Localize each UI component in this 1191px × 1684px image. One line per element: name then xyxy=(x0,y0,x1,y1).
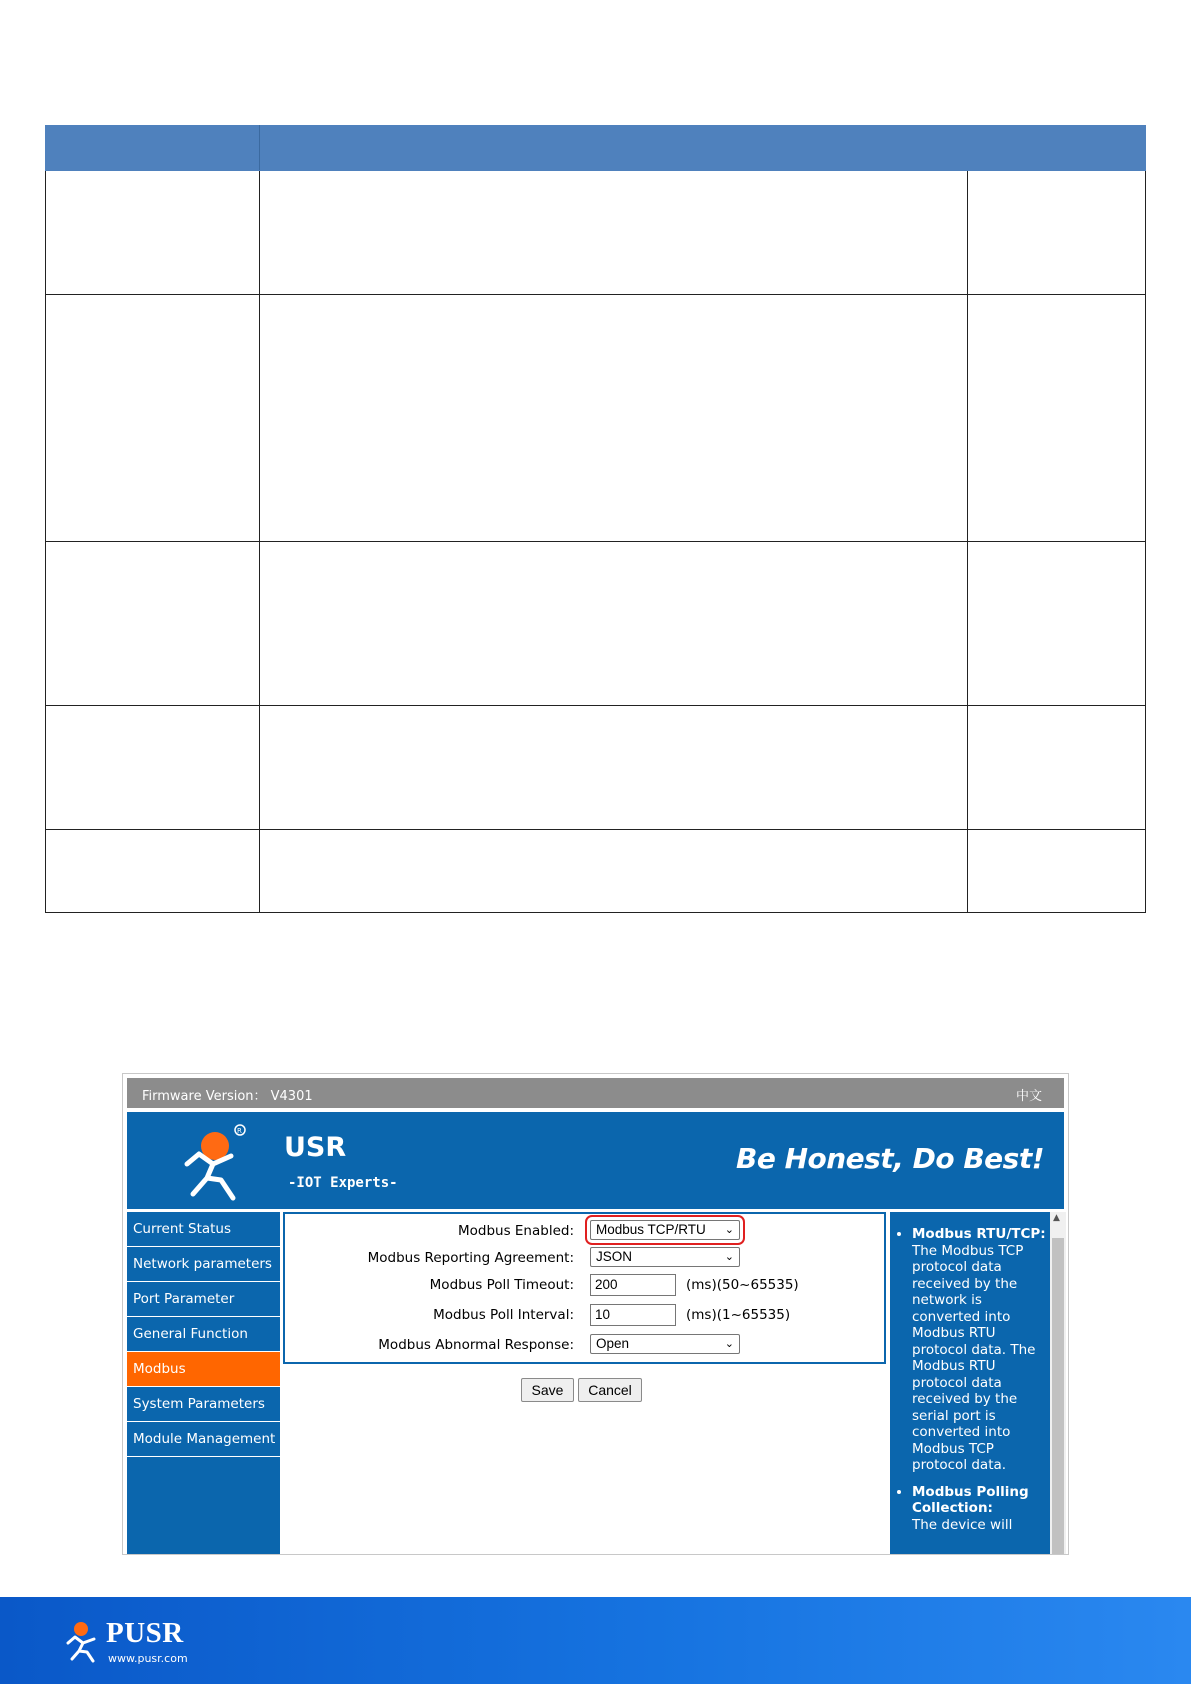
form-row-modbus-enabled xyxy=(285,1220,884,1242)
form-row-reporting xyxy=(285,1247,884,1269)
help-scrollbar[interactable] xyxy=(1050,1212,1066,1554)
modbus-enabled-label: Modbus Enabled: xyxy=(457,1223,574,1239)
chevron-down-icon: ⌄ xyxy=(724,1338,734,1350)
brand-name: USR xyxy=(284,1132,347,1163)
cancel-button[interactable]: Cancel xyxy=(578,1378,642,1402)
sidebar-item-port-parameter[interactable]: Port Parameter xyxy=(127,1282,280,1317)
table-row xyxy=(46,706,1146,830)
modbus-settings-form xyxy=(283,1212,886,1364)
brand-tagline: -IOT Experts- xyxy=(288,1175,398,1191)
sidebar-item-network-parameters[interactable]: Network parameters xyxy=(127,1247,280,1282)
form-row-poll-interval xyxy=(285,1304,884,1326)
sidebar-item-current-status[interactable]: Current Status xyxy=(127,1212,280,1247)
chevron-down-icon: ⌄ xyxy=(724,1224,734,1236)
poll-timeout-input[interactable]: 200 xyxy=(590,1274,676,1296)
save-button[interactable]: Save xyxy=(521,1378,574,1402)
poll-interval-input[interactable]: 10 xyxy=(590,1304,676,1326)
poll-interval-unit: (ms)(1~65535) xyxy=(686,1307,791,1323)
abnormal-response-select[interactable] xyxy=(590,1334,740,1354)
sidebar-item-modbus[interactable]: Modbus xyxy=(127,1352,280,1387)
help-item-title: • Modbus RTU/TCP: xyxy=(912,1226,1046,1242)
reporting-agreement-label: Modbus Reporting Agreement: xyxy=(367,1250,574,1266)
table-row xyxy=(46,542,1146,706)
table-header-cell xyxy=(260,126,1146,171)
sidebar-item-system-parameters[interactable]: System Parameters xyxy=(127,1387,280,1422)
scroll-thumb[interactable] xyxy=(1052,1238,1064,1554)
help-item xyxy=(912,1484,1050,1534)
table-header-cell xyxy=(46,126,260,171)
poll-interval-label: Modbus Poll Interval: xyxy=(433,1307,574,1323)
form-row-abnormal-response xyxy=(285,1334,884,1356)
abnormal-response-label: Modbus Abnormal Response: xyxy=(378,1337,574,1353)
slogan: Be Honest, Do Best! xyxy=(736,1142,1044,1175)
sidebar-item-module-management[interactable]: Module Management xyxy=(127,1422,280,1457)
table-row xyxy=(46,171,1146,295)
help-item-title: • Modbus Polling Collection: xyxy=(912,1483,1029,1516)
reporting-agreement-value: JSON xyxy=(596,1249,633,1264)
parameter-table xyxy=(45,125,1146,913)
firmware-bar xyxy=(127,1078,1064,1108)
table-row xyxy=(46,295,1146,542)
reporting-agreement-select[interactable] xyxy=(590,1247,740,1267)
config-screenshot xyxy=(122,1073,1069,1555)
footer-url[interactable]: www.pusr.com xyxy=(108,1652,188,1665)
help-panel xyxy=(890,1212,1050,1554)
modbus-enabled-value: Modbus TCP/RTU xyxy=(596,1222,706,1237)
page-footer xyxy=(0,1597,1191,1684)
sidebar-item-general-function[interactable]: General Function xyxy=(127,1317,280,1352)
chevron-down-icon: ⌄ xyxy=(724,1251,734,1263)
modbus-enabled-select[interactable] xyxy=(590,1220,740,1240)
help-item xyxy=(912,1226,1050,1474)
footer-brand: PUSR xyxy=(106,1617,184,1649)
scroll-up-arrow-icon[interactable]: ▲ xyxy=(1053,1213,1060,1223)
firmware-version: Firmware Version： V4301 xyxy=(142,1089,313,1104)
help-item-text: The Modbus TCP protocol data received by the network is converted into Modbus RTU protocol data. The Modbus RTU protocol data received by the serial port is converted into Modbus TCP protocol data. xyxy=(912,1242,1036,1473)
header-banner xyxy=(127,1112,1064,1209)
usr-mascot-logo xyxy=(177,1118,257,1204)
abnormal-response-value: Open xyxy=(596,1336,630,1351)
table-header-row xyxy=(46,126,1146,171)
form-row-poll-timeout xyxy=(285,1274,884,1296)
poll-timeout-unit: (ms)(50~65535) xyxy=(686,1277,799,1293)
sidebar-nav xyxy=(127,1212,280,1554)
svg-text:R: R xyxy=(237,1127,242,1135)
table-row xyxy=(46,830,1146,913)
language-switch[interactable]: 中文 xyxy=(1015,1089,1042,1104)
poll-timeout-label: Modbus Poll Timeout: xyxy=(429,1277,574,1293)
help-item-text: The device will xyxy=(912,1516,1013,1533)
